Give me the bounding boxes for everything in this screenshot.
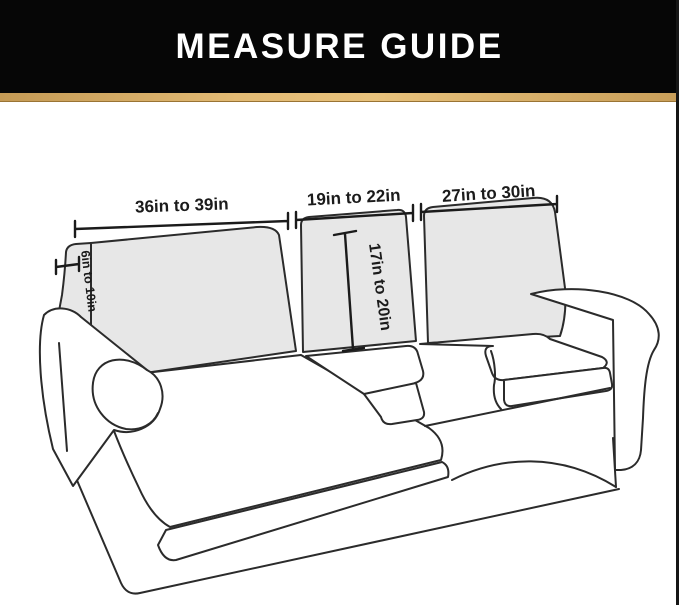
base-right-seam [452,461,616,487]
sofa-linework [40,198,659,594]
page-title: MEASURE GUIDE [175,26,504,66]
label-back-thickness: 6in to 10in [78,249,100,313]
seat-section [114,334,612,560]
right-back-cushion [424,198,565,343]
label-right-back-width: 27in to 30in [441,181,536,206]
label-middle-back-width: 19in to 22in [306,185,401,210]
label-left-back-width: 36in to 39in [134,194,229,217]
middle-back-cushion [301,210,416,352]
label-back-height: 17in to 20in [365,242,395,332]
